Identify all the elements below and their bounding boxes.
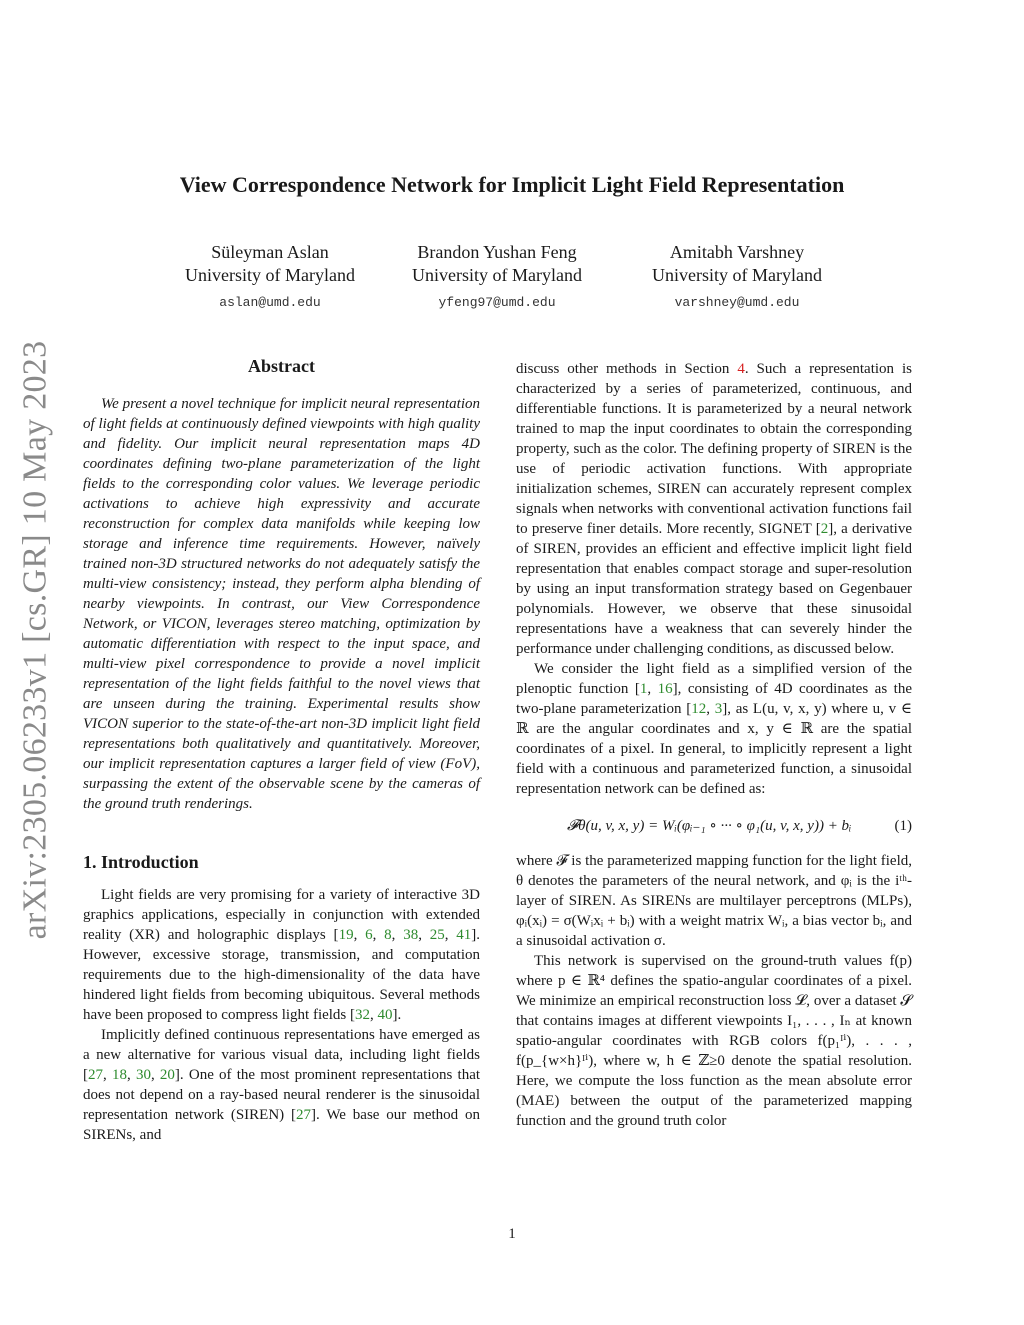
citation[interactable]: 2 xyxy=(820,521,829,537)
author-affiliation: University of Maryland xyxy=(652,265,822,285)
citation[interactable]: 41 xyxy=(456,927,472,943)
arxiv-identifier: arXiv:2305.06233v1 [cs.GR] 10 May 2023 xyxy=(16,340,53,940)
equation-body: 𝓕θ(u, v, x, y) = Wᵢ(φᵢ₋₁ ∘ ··· ∘ φ₁(u, v, x, y)) + bᵢ xyxy=(567,818,852,834)
author-name: Süleyman Aslan xyxy=(211,242,329,262)
citation[interactable]: 27 xyxy=(296,1107,311,1123)
citation[interactable]: 40 xyxy=(377,1007,393,1023)
body-paragraph-2: We consider the light field as a simplified version of the plenoptic function [1, 16], consisting of 4D coordinates as the two-plane parameterization [12, 3], as L(u, v, x, y) where u, v ∈ ℝ are the angular coordinates and x, y ∈ ℝ are the spatial coordinates of a pixel. In general, to implicitly represent a light field with a continuous and parameterized function, a sinusoidal representation network can be defined as: xyxy=(516,661,913,797)
abstract-heading: Abstract xyxy=(248,356,315,376)
citation[interactable]: 3 xyxy=(714,701,723,717)
author-email: yfeng97@umd.edu xyxy=(438,295,556,310)
citation[interactable]: 18 xyxy=(111,1067,127,1083)
citation[interactable]: 20 xyxy=(159,1067,175,1083)
citation[interactable]: 19 xyxy=(338,927,354,943)
citation[interactable]: 32 xyxy=(355,1007,371,1023)
right-column xyxy=(516,359,912,1131)
citation[interactable]: 38 xyxy=(403,927,419,943)
equation-1 xyxy=(516,816,912,836)
left-column xyxy=(83,356,480,1145)
body-paragraph-3: where 𝓕 is the parameterized mapping function for the light field, θ denotes the parameters of the neural network, and φᵢ is the iᵗʰ-layer of SIREN. As SIRENs are multilayer perceptrons (MLPs), φᵢ(xᵢ) = σ(Wᵢxᵢ + bᵢ) with a weight matrix Wᵢ, a bias vector bᵢ, and a sinusoidal activation σ. xyxy=(516,853,912,949)
body-paragraph-4: This network is supervised on the ground-truth values f(p) where p ∈ ℝ⁴ defines the spatio-angular coordinates of a pixel. We minimize an empirical reconstruction loss 𝓛, over a dataset 𝓢 that contains images at different viewpoints I₁, . . . , Iₙ at known spatio-angular coordinates with RGB colors f(p₁ᴵⁱ), . . . , f(p_{w×h}ᴵⁱ), where w, h ∈ ℤ≥0 denote the spatial resolution. Here, we compute the loss function as the mean absolute error (MAE) between the output of the parameterized mapping function and the ground truth color xyxy=(516,953,912,1129)
author-affiliation: University of Maryland xyxy=(185,265,355,285)
author-3 xyxy=(617,241,857,314)
author-name: Amitabh Varshney xyxy=(669,242,805,262)
citation[interactable]: 27 xyxy=(88,1067,103,1083)
body-paragraph-1: discuss other methods in Section 4. Such a representation is characterized by a series of parameterized, continuous, and differentiable functions. It is parameterized by a neural network trained to map the input coordinates to obtain the corresponding property, such as the color. The defining property of SIREN is the use of periodic activation functions. With appropriate initialization schemes, SIREN can accurately represent complex signals when networks with conventional activation functions fail to preserve finer details. More recently, SIGNET [2], a derivative of SIREN, provides an efficient and effective implicit light field representation that enables compact storage and super-resolution by using an input transformation strategy based on Gegenbauer polynomials. However, we observe that these sinusoidal representations have a weakness that can severely hinder the performance under challenging conditions, as discussed below. xyxy=(516,361,913,657)
introduction-heading: 1. Introduction xyxy=(83,852,199,872)
intro-paragraph-1: Light fields are very promising for a variety of interactive 3D graphics applications, especially in conjunction with extended reality (XR) and holographic displays [19, 6, 8, 38, 25, 41]. However, excessive storage, transmission, and computation requirements due to the high-dimensionality of the data have hindered light fields from becoming ubiquitous. Several methods have been proposed to compress light fields [32, 40]. xyxy=(83,887,481,1023)
citation[interactable]: 1 xyxy=(639,681,648,697)
citation[interactable]: 25 xyxy=(429,927,445,943)
citation[interactable]: 12 xyxy=(691,701,707,717)
author-2 xyxy=(377,241,617,314)
arxiv-stamp xyxy=(0,340,70,940)
citation[interactable]: 8 xyxy=(384,927,392,943)
citation[interactable]: 16 xyxy=(657,681,673,697)
author-email: aslan@umd.edu xyxy=(219,295,321,310)
paper-title: View Correspondence Network for Implicit Light Field Representation xyxy=(179,172,845,197)
author-name: Brandon Yushan Feng xyxy=(417,242,577,262)
author-email: varshney@umd.edu xyxy=(674,295,800,310)
citation[interactable]: 30 xyxy=(135,1067,151,1083)
equation-number: (1) xyxy=(894,818,912,834)
author-1 xyxy=(150,241,390,314)
citation[interactable]: 6 xyxy=(365,927,373,943)
page-number: 1 xyxy=(508,1226,516,1242)
intro-paragraph-2: Implicitly defined continuous representations have emerged as a new alternative for various visual data, including light fields [27, 18, 30, 20]. One of the most prominent representations that does not depend on a ray-based neural renderer is the sinusoidal representation network (SIREN) [27]. We base our method on SIRENs, and xyxy=(83,1027,481,1143)
section-reference[interactable]: 4 xyxy=(737,361,745,377)
author-affiliation: University of Maryland xyxy=(412,265,582,285)
abstract-text: We present a novel technique for implicit neural representation of light fields at continuously defined viewpoints with high quality and fidelity. Our implicit neural representation maps 4D coordinates defining two-plane parameterization of the light fields to the corresponding color values. We leverage periodic activations to achieve high expressivity and accurate reconstruction for complex data manifolds while keeping low storage and inference time requirements. However, naïvely trained non-3D structured networks do not adequately satisfy the multi-view consistency; instead, they perform alpha blending of nearby viewpoints. In contrast, our View Correspondence Network, or VICON, leverages stereo matching, optimization by automatic differentiation with respect to the input space, and multi-view pixel correspondence to provide a novel implicit representation of the light fields faithful to the novel views that are unseen during the training. Experimental results show VICON superior to the state-of-the-art non-3D implicit light field representations both qualitatively and quantitatively. Moreover, our implicit representation captures a larger field of view (FoV), surpassing the extent of the observable scene by the cameras of the ground truth renderings. xyxy=(83,396,480,812)
